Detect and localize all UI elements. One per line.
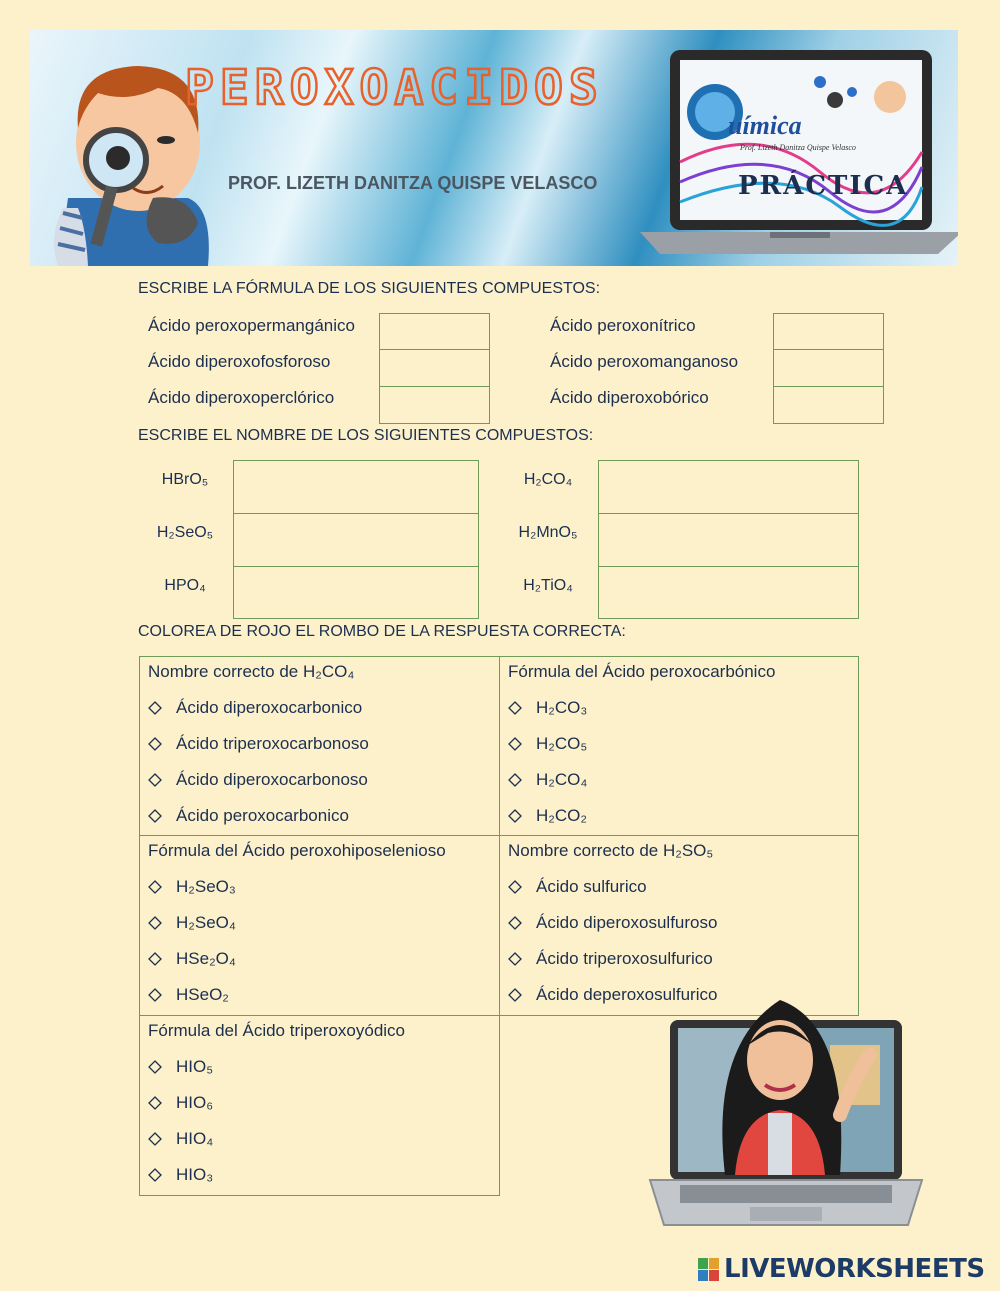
answer-option[interactable] xyxy=(508,872,850,908)
formula-answer-input[interactable] xyxy=(773,313,884,350)
compound-formula: HPO₄ xyxy=(164,577,206,594)
option-label: HSeO₂ xyxy=(176,985,229,1004)
diamond-icon[interactable] xyxy=(148,809,162,823)
question-title: Fórmula del Ácido peroxohiposelenioso xyxy=(148,841,446,860)
name-answer-input[interactable] xyxy=(233,460,479,514)
compound-formula: H₂MnO₅ xyxy=(518,524,578,541)
compound-name: Ácido peroxopermangánico xyxy=(148,316,355,335)
answer-option[interactable] xyxy=(148,729,491,765)
quiz-question-2 xyxy=(499,656,859,836)
answer-option[interactable] xyxy=(148,908,491,944)
answer-option[interactable] xyxy=(148,693,491,729)
quiz-question-3 xyxy=(139,835,500,1016)
option-label: HSe₂O₄ xyxy=(176,949,236,968)
answer-option[interactable] xyxy=(508,693,850,729)
option-label: H₂CO₃ xyxy=(536,698,588,717)
formula-answer-input[interactable] xyxy=(379,386,490,424)
option-label: Ácido peroxocarbonico xyxy=(176,806,349,825)
section2-title: ESCRIBE EL NOMBRE DE LOS SIGUIENTES COMPUESTOS: xyxy=(138,427,594,444)
question-title: Fórmula del Ácido peroxocarbónico xyxy=(508,662,776,681)
quimica-laptop-illustration xyxy=(620,42,958,260)
question-title: Nombre correcto de H₂SO₅ xyxy=(508,841,714,860)
option-label: Ácido deperoxosulfurico xyxy=(536,985,718,1004)
option-label: Ácido triperoxocarbonoso xyxy=(176,734,369,753)
compound-name: Ácido diperoxobórico xyxy=(550,388,709,407)
diamond-icon[interactable] xyxy=(508,916,522,930)
liveworksheets-brand[interactable]: LIVEWORKSHEETS xyxy=(724,1254,985,1284)
diamond-icon[interactable] xyxy=(508,952,522,966)
answer-option[interactable] xyxy=(508,944,850,980)
diamond-icon[interactable] xyxy=(148,1096,162,1110)
diamond-icon[interactable] xyxy=(508,701,522,715)
section1-title: ESCRIBE LA FÓRMULA DE LOS SIGUIENTES COMPUESTOS: xyxy=(138,280,601,297)
name-answer-input[interactable] xyxy=(233,513,479,567)
diamond-icon[interactable] xyxy=(148,916,162,930)
option-label: Ácido diperoxosulfuroso xyxy=(536,913,718,932)
compound-name: Ácido diperoxoperclórico xyxy=(148,388,335,407)
logo-text: uímica xyxy=(728,111,802,140)
banner-title: PEROXOACIDOS xyxy=(185,60,604,116)
option-label: Ácido triperoxosulfurico xyxy=(536,949,713,968)
compound-name: Ácido peroxomanganoso xyxy=(550,352,739,371)
option-label: Ácido sulfurico xyxy=(536,877,647,896)
answer-option[interactable] xyxy=(148,1160,491,1196)
answer-option[interactable] xyxy=(508,908,850,944)
answer-option[interactable] xyxy=(148,1052,491,1088)
option-label: HIO₃ xyxy=(176,1165,214,1184)
liveworksheets-logo-icon xyxy=(698,1258,720,1282)
answer-option[interactable] xyxy=(508,765,850,801)
option-label: H₂SeO₃ xyxy=(176,877,236,896)
compound-name: Ácido peroxonítrico xyxy=(550,316,696,335)
teacher-laptop-illustration xyxy=(640,985,932,1235)
diamond-icon[interactable] xyxy=(508,809,522,823)
option-label: HIO₄ xyxy=(176,1129,214,1148)
quiz-question-1 xyxy=(139,656,500,836)
name-answer-input[interactable] xyxy=(598,460,859,514)
option-label: H₂SeO₄ xyxy=(176,913,236,932)
compound-name: Ácido diperoxofosforoso xyxy=(148,352,331,371)
diamond-icon[interactable] xyxy=(148,952,162,966)
answer-option[interactable] xyxy=(148,944,491,980)
answer-option[interactable] xyxy=(148,980,491,1016)
name-answer-input[interactable] xyxy=(598,566,859,619)
answer-option[interactable] xyxy=(148,1124,491,1160)
diamond-icon[interactable] xyxy=(148,773,162,787)
option-label: HIO₅ xyxy=(176,1057,214,1076)
formula-answer-input[interactable] xyxy=(379,313,490,350)
diamond-icon[interactable] xyxy=(508,737,522,751)
formula-answer-input[interactable] xyxy=(773,349,884,387)
option-label: Ácido diperoxocarbonoso xyxy=(176,770,368,789)
answer-option[interactable] xyxy=(508,801,850,837)
answer-option[interactable] xyxy=(508,729,850,765)
diamond-icon[interactable] xyxy=(148,1132,162,1146)
diamond-icon[interactable] xyxy=(148,1060,162,1074)
practica-badge: PRÁCTICA xyxy=(738,171,909,201)
header-banner xyxy=(30,30,958,266)
formula-answer-input[interactable] xyxy=(379,349,490,387)
option-label: HIO₆ xyxy=(176,1093,214,1112)
answer-option[interactable] xyxy=(148,801,491,837)
formula-answer-input[interactable] xyxy=(773,386,884,424)
name-answer-input[interactable] xyxy=(598,513,859,567)
answer-option[interactable] xyxy=(148,765,491,801)
compound-formula: H₂TiO₄ xyxy=(523,577,573,594)
diamond-icon[interactable] xyxy=(148,988,162,1002)
diamond-icon[interactable] xyxy=(508,880,522,894)
answer-option[interactable] xyxy=(148,1088,491,1124)
answer-option[interactable] xyxy=(148,872,491,908)
option-label: Ácido diperoxocarbonico xyxy=(176,698,363,717)
compound-formula: HBrO₅ xyxy=(161,471,209,488)
diamond-icon[interactable] xyxy=(148,737,162,751)
name-answer-input[interactable] xyxy=(233,566,479,619)
option-label: H₂CO₂ xyxy=(536,806,587,825)
diamond-icon[interactable] xyxy=(508,988,522,1002)
section3-title: COLOREA DE ROJO EL ROMBO DE LA RESPUESTA CORRECTA: xyxy=(138,623,626,640)
quiz-question-5 xyxy=(139,1015,500,1196)
option-label: H₂CO₅ xyxy=(536,734,588,753)
diamond-icon[interactable] xyxy=(148,880,162,894)
diamond-icon[interactable] xyxy=(508,773,522,787)
diamond-icon[interactable] xyxy=(148,701,162,715)
diamond-icon[interactable] xyxy=(148,1168,162,1182)
compound-formula: H₂CO₄ xyxy=(523,471,573,488)
option-label: H₂CO₄ xyxy=(536,770,588,789)
question-title: Nombre correcto de H₂CO₄ xyxy=(148,662,355,681)
question-title: Fórmula del Ácido triperoxoyódico xyxy=(148,1021,406,1040)
professor-name: PROF. LIZETH DANITZA QUISPE VELASCO xyxy=(228,173,598,193)
compound-formula: H₂SeO₅ xyxy=(156,524,214,541)
logo-subtitle: Prof. Lizeth Danitza Quispe Velasco xyxy=(740,143,856,152)
